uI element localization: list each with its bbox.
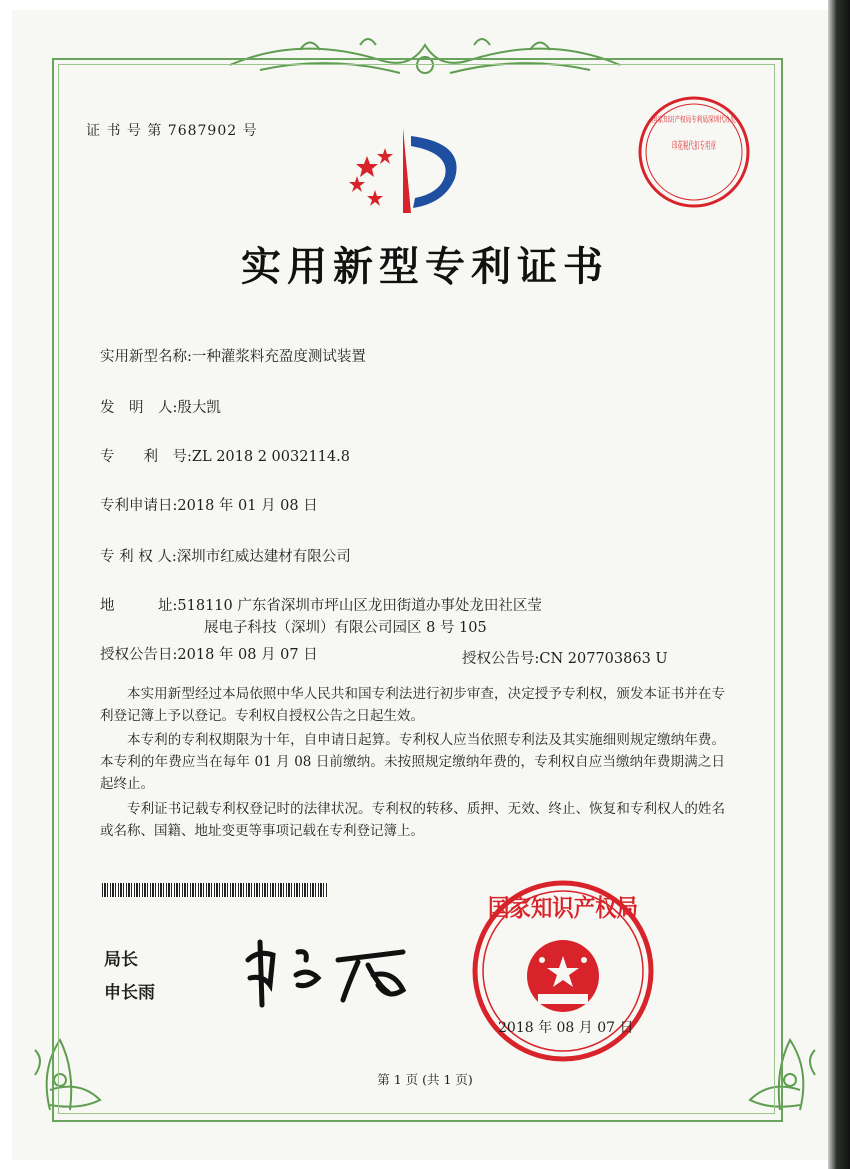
grant-number-value: CN 207703863 U (539, 651, 668, 667)
certificate-title: 实用新型专利证书 (241, 244, 609, 290)
address-row (100, 594, 542, 615)
grant-date-value: 2018 年 08 月 07 日 (177, 647, 318, 663)
director-title: 局长 (104, 950, 138, 970)
body-paragraph-1: 本实用新型经过本局依照中华人民共和国专利法进行初步审查，决定授予专利权，颁发本证书并在专利登记簿上予以登记。专利权自授权公告之日起生效。 (100, 686, 725, 724)
director-name: 申长雨 (104, 983, 155, 1003)
scan-edge (828, 0, 850, 1169)
patent-number-value: ZL 2018 2 0032114.8 (191, 449, 350, 465)
tax-seal-icon (634, 92, 772, 212)
inventor-value: 殷大凯 (177, 400, 221, 416)
grant-date-row (100, 643, 318, 664)
body-paragraph-2: 本专利的专利权期限为十年，自申请日起算。专利权人应当依照专利法及其实施细则规定缴纳年费。本专利的年费应当在每年 01 月 08 日前缴纳。未按照规定缴纳年费的，专利权自应当缴纳年费期满之日起终止。 (100, 732, 725, 792)
state-ip-office-seal-icon (468, 876, 658, 1066)
utility-name-value: 一种灌浆料充盈度测试装置 (191, 349, 366, 365)
patent-number-row (100, 445, 350, 466)
inventor-label: 发 明 人: (100, 400, 178, 416)
tax-seal-outer-text: 国家知识产权局专利局深圳代办处 (652, 115, 772, 124)
filing-date-row (100, 494, 318, 515)
barcode (102, 883, 328, 897)
director-signature-icon (228, 930, 428, 1010)
patentee-label: 专 利 权 人: (100, 549, 177, 565)
patent-office-logo-icon (345, 118, 475, 228)
grant-number-label: 授权公告号: (462, 651, 540, 667)
certificate-number: 证 书 号 第 7687902 号 (86, 123, 258, 139)
inventor-row (100, 396, 221, 417)
signature-date: 2018 年 08 月 07 日 (498, 1020, 634, 1036)
patentee-value: 深圳市红威达建材有限公司 (176, 549, 351, 565)
grant-number-row (462, 647, 668, 668)
body-paragraph-3: 专利证书记载专利权登记时的法律状况。专利权的转移、质押、无效、终止、恢复和专利权人的姓名或名称、国籍、地址变更等事项记载在专利登记簿上。 (100, 801, 725, 839)
address-label: 地 址: (100, 598, 178, 614)
filing-date-label: 专利申请日: (100, 498, 178, 514)
tax-seal-inner-text: 印花税代扣专用章 (672, 141, 752, 152)
utility-name-label: 实用新型名称: (100, 349, 192, 365)
patent-number-label: 专 利 号: (100, 449, 192, 465)
filing-date-value: 2018 年 01 月 08 日 (177, 498, 318, 514)
seal-text: 国家知识产权局 (488, 894, 638, 922)
utility-name-row (100, 345, 366, 366)
address-line1: 518110 广东省深圳市坪山区龙田街道办事处龙田社区莹 (177, 598, 542, 614)
page-indicator: 第 1 页 (共 1 页) (377, 1072, 473, 1087)
patentee-row (100, 545, 351, 566)
address-line2: 展电子科技（深圳）有限公司园区 8 号 105 (204, 620, 487, 636)
grant-date-label: 授权公告日: (100, 647, 178, 663)
